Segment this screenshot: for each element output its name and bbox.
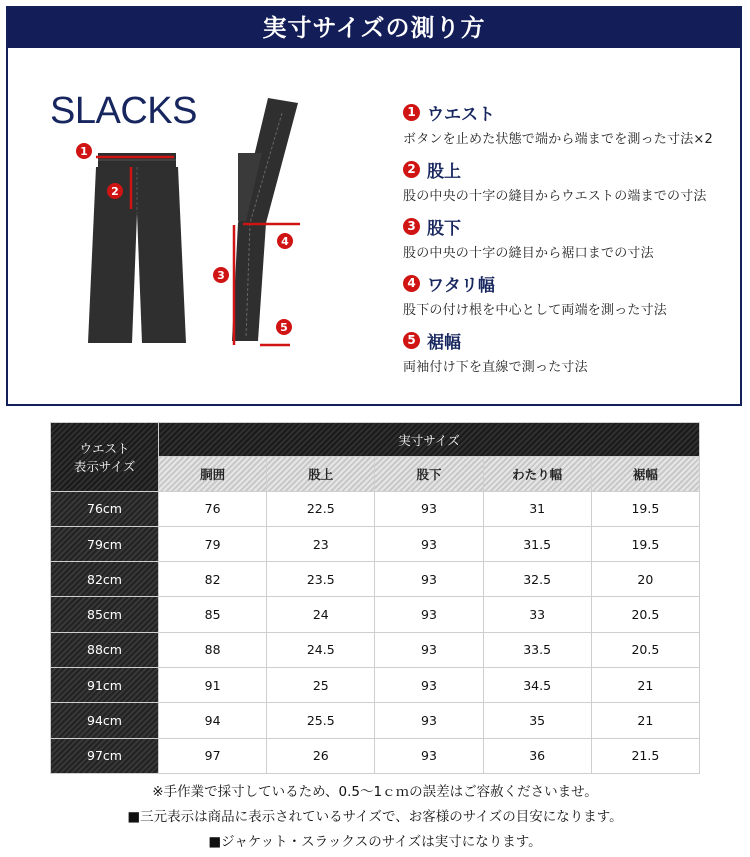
size-table: [50, 422, 700, 774]
pants-illustration: [38, 83, 368, 373]
panel-title: 実寸サイズの測り方: [8, 8, 740, 48]
table-cell: 33.5: [483, 632, 591, 667]
marker-5: [276, 319, 292, 335]
corner-header: [51, 423, 159, 492]
desc-title: 股上: [427, 161, 461, 182]
table-cell: 32.5: [483, 562, 591, 597]
row-label: 97cm: [51, 738, 159, 773]
table-row: [51, 668, 700, 703]
table-row: [51, 562, 700, 597]
row-label: 91cm: [51, 668, 159, 703]
row-label: 76cm: [51, 491, 159, 526]
desc-rise: [403, 157, 743, 214]
svg-text:2: 2: [111, 185, 119, 198]
column-header: 胴囲: [159, 457, 267, 491]
table-cell: 20: [591, 562, 699, 597]
table-cell: 24: [267, 597, 375, 632]
number-badge: 2: [403, 161, 420, 178]
note-line: ■ジャケット・スラックスのサイズは実寸になります。: [208, 834, 542, 850]
side-pants: [232, 98, 298, 341]
table-cell: 93: [375, 491, 483, 526]
corner-header-line1: ウエスト: [79, 440, 130, 456]
table-cell: 85: [159, 597, 267, 632]
slacks-label: SLACKS: [50, 90, 197, 132]
desc-thigh-width: [403, 271, 743, 328]
marker-3: [213, 267, 229, 283]
table-row: [51, 738, 700, 773]
table-cell: 93: [375, 632, 483, 667]
table-cell: 23: [267, 526, 375, 561]
column-header: 股上: [267, 457, 375, 491]
table-row: [51, 526, 700, 561]
marker-1: [76, 143, 92, 159]
svg-text:3: 3: [217, 269, 225, 282]
desc-title: ウエスト: [427, 104, 495, 125]
table-cell: 93: [375, 738, 483, 773]
desc-hem-width: [403, 328, 743, 385]
table-cell: 20.5: [591, 632, 699, 667]
desc-title: 裾幅: [427, 332, 461, 353]
desc-text: 股下の付け根を中心として両端を測った寸法: [403, 303, 668, 318]
row-label: 88cm: [51, 632, 159, 667]
table-cell: 20.5: [591, 597, 699, 632]
table-cell: 97: [159, 738, 267, 773]
note-line: ■三元表示は商品に表示されているサイズで、お客様のサイズの目安になります。: [127, 809, 623, 825]
table-cell: 88: [159, 632, 267, 667]
table-cell: 79: [159, 526, 267, 561]
table-cell: 93: [375, 562, 483, 597]
row-label: 94cm: [51, 703, 159, 738]
table-cell: 26: [267, 738, 375, 773]
column-header: わたり幅: [483, 457, 591, 491]
table-row: [51, 632, 700, 667]
table-cell: 21: [591, 703, 699, 738]
marker-4: [277, 233, 293, 249]
table-cell: 36: [483, 738, 591, 773]
desc-waist: [403, 100, 743, 157]
desc-text: 股の中央の十字の縫目からウエストの端までの寸法: [403, 189, 707, 204]
column-header: 裾幅: [591, 457, 699, 491]
desc-title: ワタリ幅: [427, 275, 495, 296]
table-cell: 23.5: [267, 562, 375, 597]
measurement-guide-panel: [6, 6, 742, 406]
table-cell: 82: [159, 562, 267, 597]
table-cell: 24.5: [267, 632, 375, 667]
table-cell: 19.5: [591, 526, 699, 561]
number-badge: 4: [403, 275, 420, 292]
number-badge: 1: [403, 104, 420, 121]
table-cell: 93: [375, 526, 483, 561]
size-table-body: [51, 491, 700, 773]
measurement-descriptions: [403, 100, 743, 385]
table-row: [51, 597, 700, 632]
svg-text:5: 5: [280, 321, 288, 334]
number-badge: 3: [403, 218, 420, 235]
note-line: ※手作業で採寸しているため、0.5～1ｃｍの誤差はご容赦くださいませ。: [152, 784, 598, 800]
desc-text: 股の中央の十字の縫目から裾口までの寸法: [403, 246, 654, 261]
corner-header-line2: 表示サイズ: [73, 458, 136, 474]
row-label: 79cm: [51, 526, 159, 561]
column-header: 股下: [375, 457, 483, 491]
svg-text:1: 1: [80, 145, 88, 158]
front-pants: [88, 153, 186, 343]
table-cell: 31: [483, 491, 591, 526]
notes: [0, 780, 750, 855]
svg-text:4: 4: [281, 235, 289, 248]
table-cell: 91: [159, 668, 267, 703]
table-cell: 93: [375, 668, 483, 703]
table-cell: 93: [375, 703, 483, 738]
table-cell: 31.5: [483, 526, 591, 561]
table-row: [51, 703, 700, 738]
desc-text: 両袖付け下を直線で測った寸法: [403, 360, 588, 375]
marker-2: [107, 183, 123, 199]
number-badge: 5: [403, 332, 420, 349]
table-cell: 76: [159, 491, 267, 526]
desc-title: 股下: [427, 218, 461, 239]
table-cell: 94: [159, 703, 267, 738]
group-header: 実寸サイズ: [159, 423, 700, 457]
table-cell: 33: [483, 597, 591, 632]
table-cell: 34.5: [483, 668, 591, 703]
table-cell: 25: [267, 668, 375, 703]
desc-inseam: [403, 214, 743, 271]
table-cell: 25.5: [267, 703, 375, 738]
row-label: 82cm: [51, 562, 159, 597]
table-row: [51, 491, 700, 526]
desc-text: ボタンを止めた状態で端から端までを測った寸法×2: [403, 132, 713, 147]
table-cell: 93: [375, 597, 483, 632]
table-cell: 21: [591, 668, 699, 703]
row-label: 85cm: [51, 597, 159, 632]
table-cell: 19.5: [591, 491, 699, 526]
table-cell: 21.5: [591, 738, 699, 773]
table-cell: 35: [483, 703, 591, 738]
table-cell: 22.5: [267, 491, 375, 526]
